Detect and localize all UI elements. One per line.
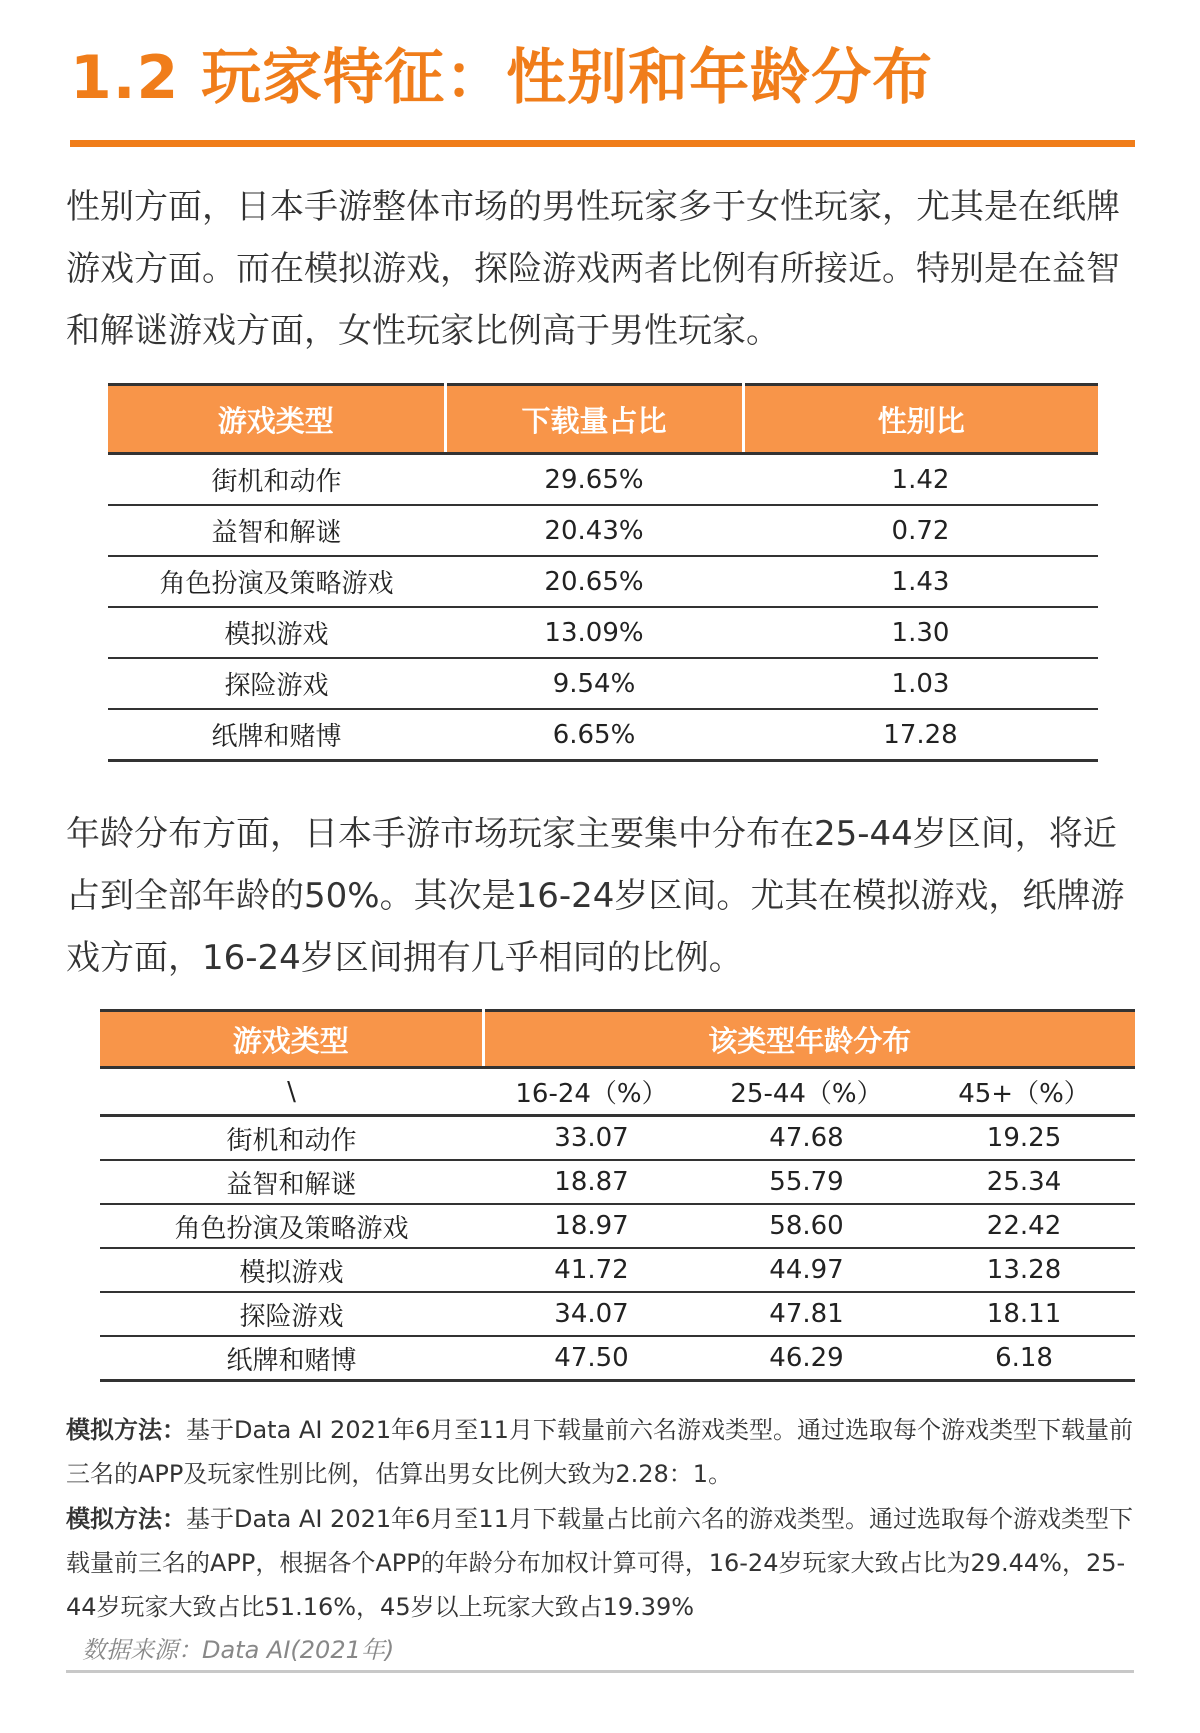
- subheader-row: [100, 1068, 1135, 1116]
- cell-age-25-44: 55.79: [700, 1160, 913, 1204]
- note-text: 基于Data AI 2021年6月至11月下载量前六名游戏类型。通过选取每个游戏类型下载量前三名的APP及玩家性别比例，估算出男女比例大致为2.28：1。: [66, 1416, 1133, 1488]
- table-row: [100, 1204, 1135, 1248]
- table-row: [108, 709, 1098, 761]
- cell-game-type: 街机和动作: [100, 1116, 483, 1161]
- cell-age-45-plus: 19.25: [913, 1116, 1135, 1161]
- cell-age-45-plus: 22.42: [913, 1204, 1135, 1248]
- table-row: [108, 556, 1098, 607]
- table-row: [100, 1116, 1135, 1161]
- subheader-age-45-plus: 45+（%）: [913, 1068, 1135, 1116]
- cell-age-16-24: 47.50: [483, 1336, 700, 1381]
- cell-download-share: 9.54%: [445, 658, 743, 709]
- cell-age-25-44: 58.60: [700, 1204, 913, 1248]
- header-game-type: 游戏类型: [100, 1011, 483, 1068]
- cell-age-25-44: 46.29: [700, 1336, 913, 1381]
- gender-paragraph: 性别方面，日本手游整体市场的男性玩家多于女性玩家，尤其是在纸牌游戏方面。而在模拟游戏，探险游戏两者比例有所接近。特别是在益智和解谜游戏方面，女性玩家比例高于男性玩家。: [66, 187, 1120, 351]
- subheader-age-25-44: 25-44（%）: [700, 1068, 913, 1116]
- table-row: [100, 1248, 1135, 1292]
- cell-gender-ratio: 1.03: [743, 658, 1098, 709]
- cell-game-type: 模拟游戏: [100, 1248, 483, 1292]
- table-header-row: [100, 1011, 1135, 1068]
- cell-age-45-plus: 25.34: [913, 1160, 1135, 1204]
- header-download-share: 下载量占比: [445, 385, 743, 454]
- table-row: [108, 658, 1098, 709]
- age-paragraph: 年龄分布方面，日本手游市场玩家主要集中分布在25-44岁区间，将近占到全部年龄的50%。其次是16-24岁区间。尤其在模拟游戏，纸牌游戏方面，16-24岁区间拥有几乎相同的比例。: [66, 814, 1125, 978]
- subheader-age-16-24: 16-24（%）: [483, 1068, 700, 1116]
- cell-age-16-24: 18.97: [483, 1204, 700, 1248]
- cell-gender-ratio: 1.30: [743, 607, 1098, 658]
- cell-age-45-plus: 6.18: [913, 1336, 1135, 1381]
- cell-download-share: 6.65%: [445, 709, 743, 761]
- cell-download-share: 29.65%: [445, 454, 743, 506]
- cell-game-type: 纸牌和赌博: [108, 709, 445, 761]
- cell-game-type: 益智和解谜: [100, 1160, 483, 1204]
- title-underline: [70, 140, 1135, 147]
- cell-age-25-44: 44.97: [700, 1248, 913, 1292]
- cell-gender-ratio: 1.42: [743, 454, 1098, 506]
- cell-gender-ratio: 0.72: [743, 505, 1098, 556]
- age-distribution-table: [100, 1009, 1135, 1382]
- note-text: 基于Data AI 2021年6月至11月下载量占比前六名的游戏类型。通过选取每个游戏类型下载量前三名的APP，根据各个APP的年龄分布加权计算可得，16-24岁玩家大致占比为29.44%，25-44岁玩家大致占比51.16%，45岁以上玩家大致占19.39%: [66, 1505, 1133, 1621]
- note-label: 模拟方法：: [66, 1416, 186, 1444]
- cell-game-type: 街机和动作: [108, 454, 445, 506]
- table-row: [108, 607, 1098, 658]
- cell-download-share: 20.65%: [445, 556, 743, 607]
- gender-ratio-table: [108, 383, 1098, 762]
- table-row: [100, 1292, 1135, 1336]
- page-title: 1.2 玩家特征：性别和年龄分布: [70, 43, 934, 113]
- header-age-distribution: 该类型年龄分布: [483, 1011, 1135, 1068]
- cell-game-type: 模拟游戏: [108, 607, 445, 658]
- cell-age-25-44: 47.81: [700, 1292, 913, 1336]
- cell-age-16-24: 18.87: [483, 1160, 700, 1204]
- cell-age-45-plus: 18.11: [913, 1292, 1135, 1336]
- method-note-gender: [66, 1408, 1146, 1496]
- table-row: [108, 454, 1098, 506]
- header-game-type: 游戏类型: [108, 385, 445, 454]
- cell-age-16-24: 33.07: [483, 1116, 700, 1161]
- data-source: 数据来源：Data AI(2021年): [82, 1636, 395, 1664]
- cell-download-share: 13.09%: [445, 607, 743, 658]
- footer-divider: [66, 1670, 1134, 1673]
- cell-game-type: 纸牌和赌博: [100, 1336, 483, 1381]
- table-row: [100, 1336, 1135, 1381]
- note-label: 模拟方法：: [66, 1505, 186, 1533]
- cell-age-25-44: 47.68: [700, 1116, 913, 1161]
- table-header-row: [108, 385, 1098, 454]
- cell-game-type: 益智和解谜: [108, 505, 445, 556]
- header-gender-ratio: 性别比: [743, 385, 1098, 454]
- cell-gender-ratio: 1.43: [743, 556, 1098, 607]
- cell-age-16-24: 41.72: [483, 1248, 700, 1292]
- cell-game-type: 探险游戏: [100, 1292, 483, 1336]
- cell-game-type: 探险游戏: [108, 658, 445, 709]
- cell-age-45-plus: 13.28: [913, 1248, 1135, 1292]
- table-row: [108, 505, 1098, 556]
- method-note-age: [66, 1497, 1146, 1629]
- cell-age-16-24: 34.07: [483, 1292, 700, 1336]
- cell-gender-ratio: 17.28: [743, 709, 1098, 761]
- cell-download-share: 20.43%: [445, 505, 743, 556]
- cell-game-type: 角色扮演及策略游戏: [100, 1204, 483, 1248]
- subheader-placeholder: \: [100, 1068, 483, 1116]
- cell-game-type: 角色扮演及策略游戏: [108, 556, 445, 607]
- table-row: [100, 1160, 1135, 1204]
